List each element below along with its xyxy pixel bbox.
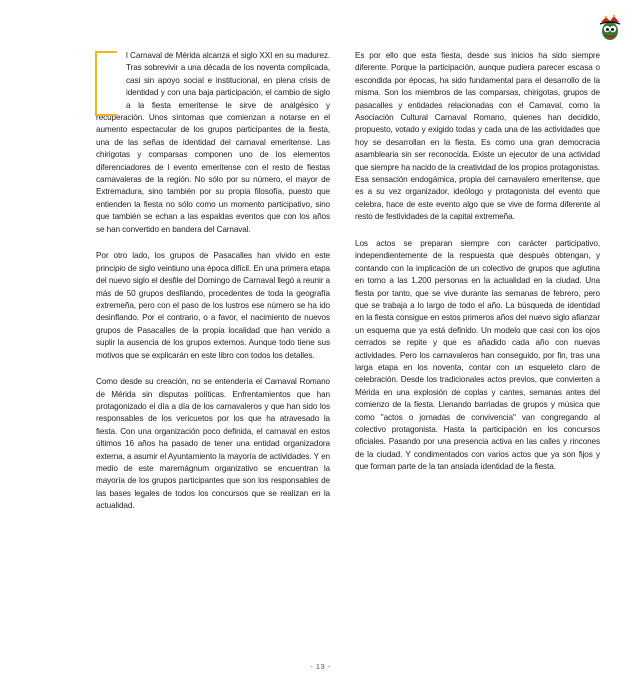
carnival-mascot-icon [597, 14, 623, 42]
dropcap-bracket [95, 51, 117, 116]
opening-paragraph [96, 50, 330, 236]
left-text-column [96, 50, 330, 527]
paragraph-text: Los actos se preparan siempre con carácter participativo, independientemente de la respuesta que después obtengan, y contando con la implicación de un colectivo de grupos que aglutina en torno a las 1.200 personas en la actualidad en la ciudad. Una fiesta por tanto, que se vive durante las semanas de febrero, pero que se trabaja a lo largo de todo el año. La búsqueda de identidad en la fiesta consigue en estos primeros años del nuevo siglo afianzar un esquema que ya está definido. Un modelo que casi con los ojos cerrados se repite y que es añadido cada año con nuevas actividades. Pero los carnavaleros han conseguido, por fin, tras una larga etapa en los noventa, contar con un esqueleto claro de celebración. Desde los tradicionales actos previos, que convierten a Mérida en una explosión de coplas y cantes, semanas antes del comienzo de la fiesta. Llenando barriadas de grupos y música que como "actos o jornadas de convivencia" van congregando al colectivo protagonista. Hasta la participación en los concursos oficiales. Pasando por una presencia activa en las calles y rincones de la ciudad. Y condimentados con varios actos que ya son fijos y que forman parte de la tan ansiada identidad de la fiesta. [355, 238, 600, 472]
paragraph-text: Es por ello que esta fiesta, desde sus inicios ha sido siempre diferente. Porque la participación, aunque pudiera parecer escasa o escondida por épocas, ha sido fundamental para el desarrollo de la misma. Son los miembros de las comparsas, chirigotas, grupos de pasacalles y entidades relacionadas con el Carnaval, como la Asociación Cultural Carnaval Romano, quienes han decidido, propuesto, votado y exigido todas y cada una de las actividades que hoy se desarrollan en la fiesta. Es como una gran democracia asamblearia sin ser reconocida. Existe un ejecutor de una actividad que siempre ha nacido de la creatividad de los propios protagonistas. Esa sensación endogámica, propia del carnavalero emeritense, que es a su vez organizador, ideólogo y protagonista del evento que celebra, hace de este evento algo que se vive de forma diferente al resto de festividades de la capital extremeña. [355, 51, 600, 222]
paragraph-text [96, 50, 330, 236]
paragraph-body: l Carnaval de Mérida alcanza el siglo XXI en su madurez. Tras sobrevivir a una década de los noventa complicada, casi sin apoyo social e institucional, en plena crisis de identidad y con una baja participación, el cambio de siglo a la fiesta emeritense le sirve de analgésico y recuperación. Unos síntomas que comienzan a notarse en el aumento espectacular de los grupos participantes de la fiesta, una de las señas de identidad del carnaval emeritense. Las chirigotas y comparsas componen uno de los elementos diferenciadores de l evento emeritense con el resto de fiestas carnavaleras de la región. No sólo por su número, el mayor de Extremadura, sino también por su propia filosofía, puesto que entienden la fiesta no sólo como un momento participativo, sino que también se echan a las espaldas eventos que con los años se han convertido en bandera del Carnaval. [96, 51, 330, 234]
paragraph-text: Por otro lado, los grupos de Pasacalles han vivido en este principio de siglo veintiuno una época difícil. En una primera etapa del nuevo siglo el desfile del Domingo de Carnaval llegó a reunir a más de 50 grupos desfilando, procedentes de toda la geografía extremeña, pero con el paso de los lustros ese número se ha ido desinflando. Por el contrario, o a favor, el nacimiento de nuevos grupos de Pasacalles de la propia localidad que han venido a suplir la ausencia de los grupos externos. Aunque todo tiene sus motivos que se explicarán en este libro con todos los detalles. [96, 251, 330, 360]
page-number: - 13 - [310, 662, 331, 671]
paragraph-text: Como desde su creación, no se entendería el Carnaval Romano de Mérida sin disputas políticas. Enfrentamientos que han protagonizado el día a día de los carnavaleros y que han sido los responsables de los vericuetos por los que ha atravesado la fiesta. Con una organización poco definida, el carnaval en estos últimos 16 años ha pasado de tener una entidad organizadora externa, a asumir el Ayuntamiento la mayoría de actividades. Y en medio de este maremágnum organizativo se encuentran la mayoría de los grupos participantes que son los responsables de las bases legales de todos los concursos que se realizan en la actualidad. [96, 377, 330, 511]
right-text-column [355, 50, 600, 488]
